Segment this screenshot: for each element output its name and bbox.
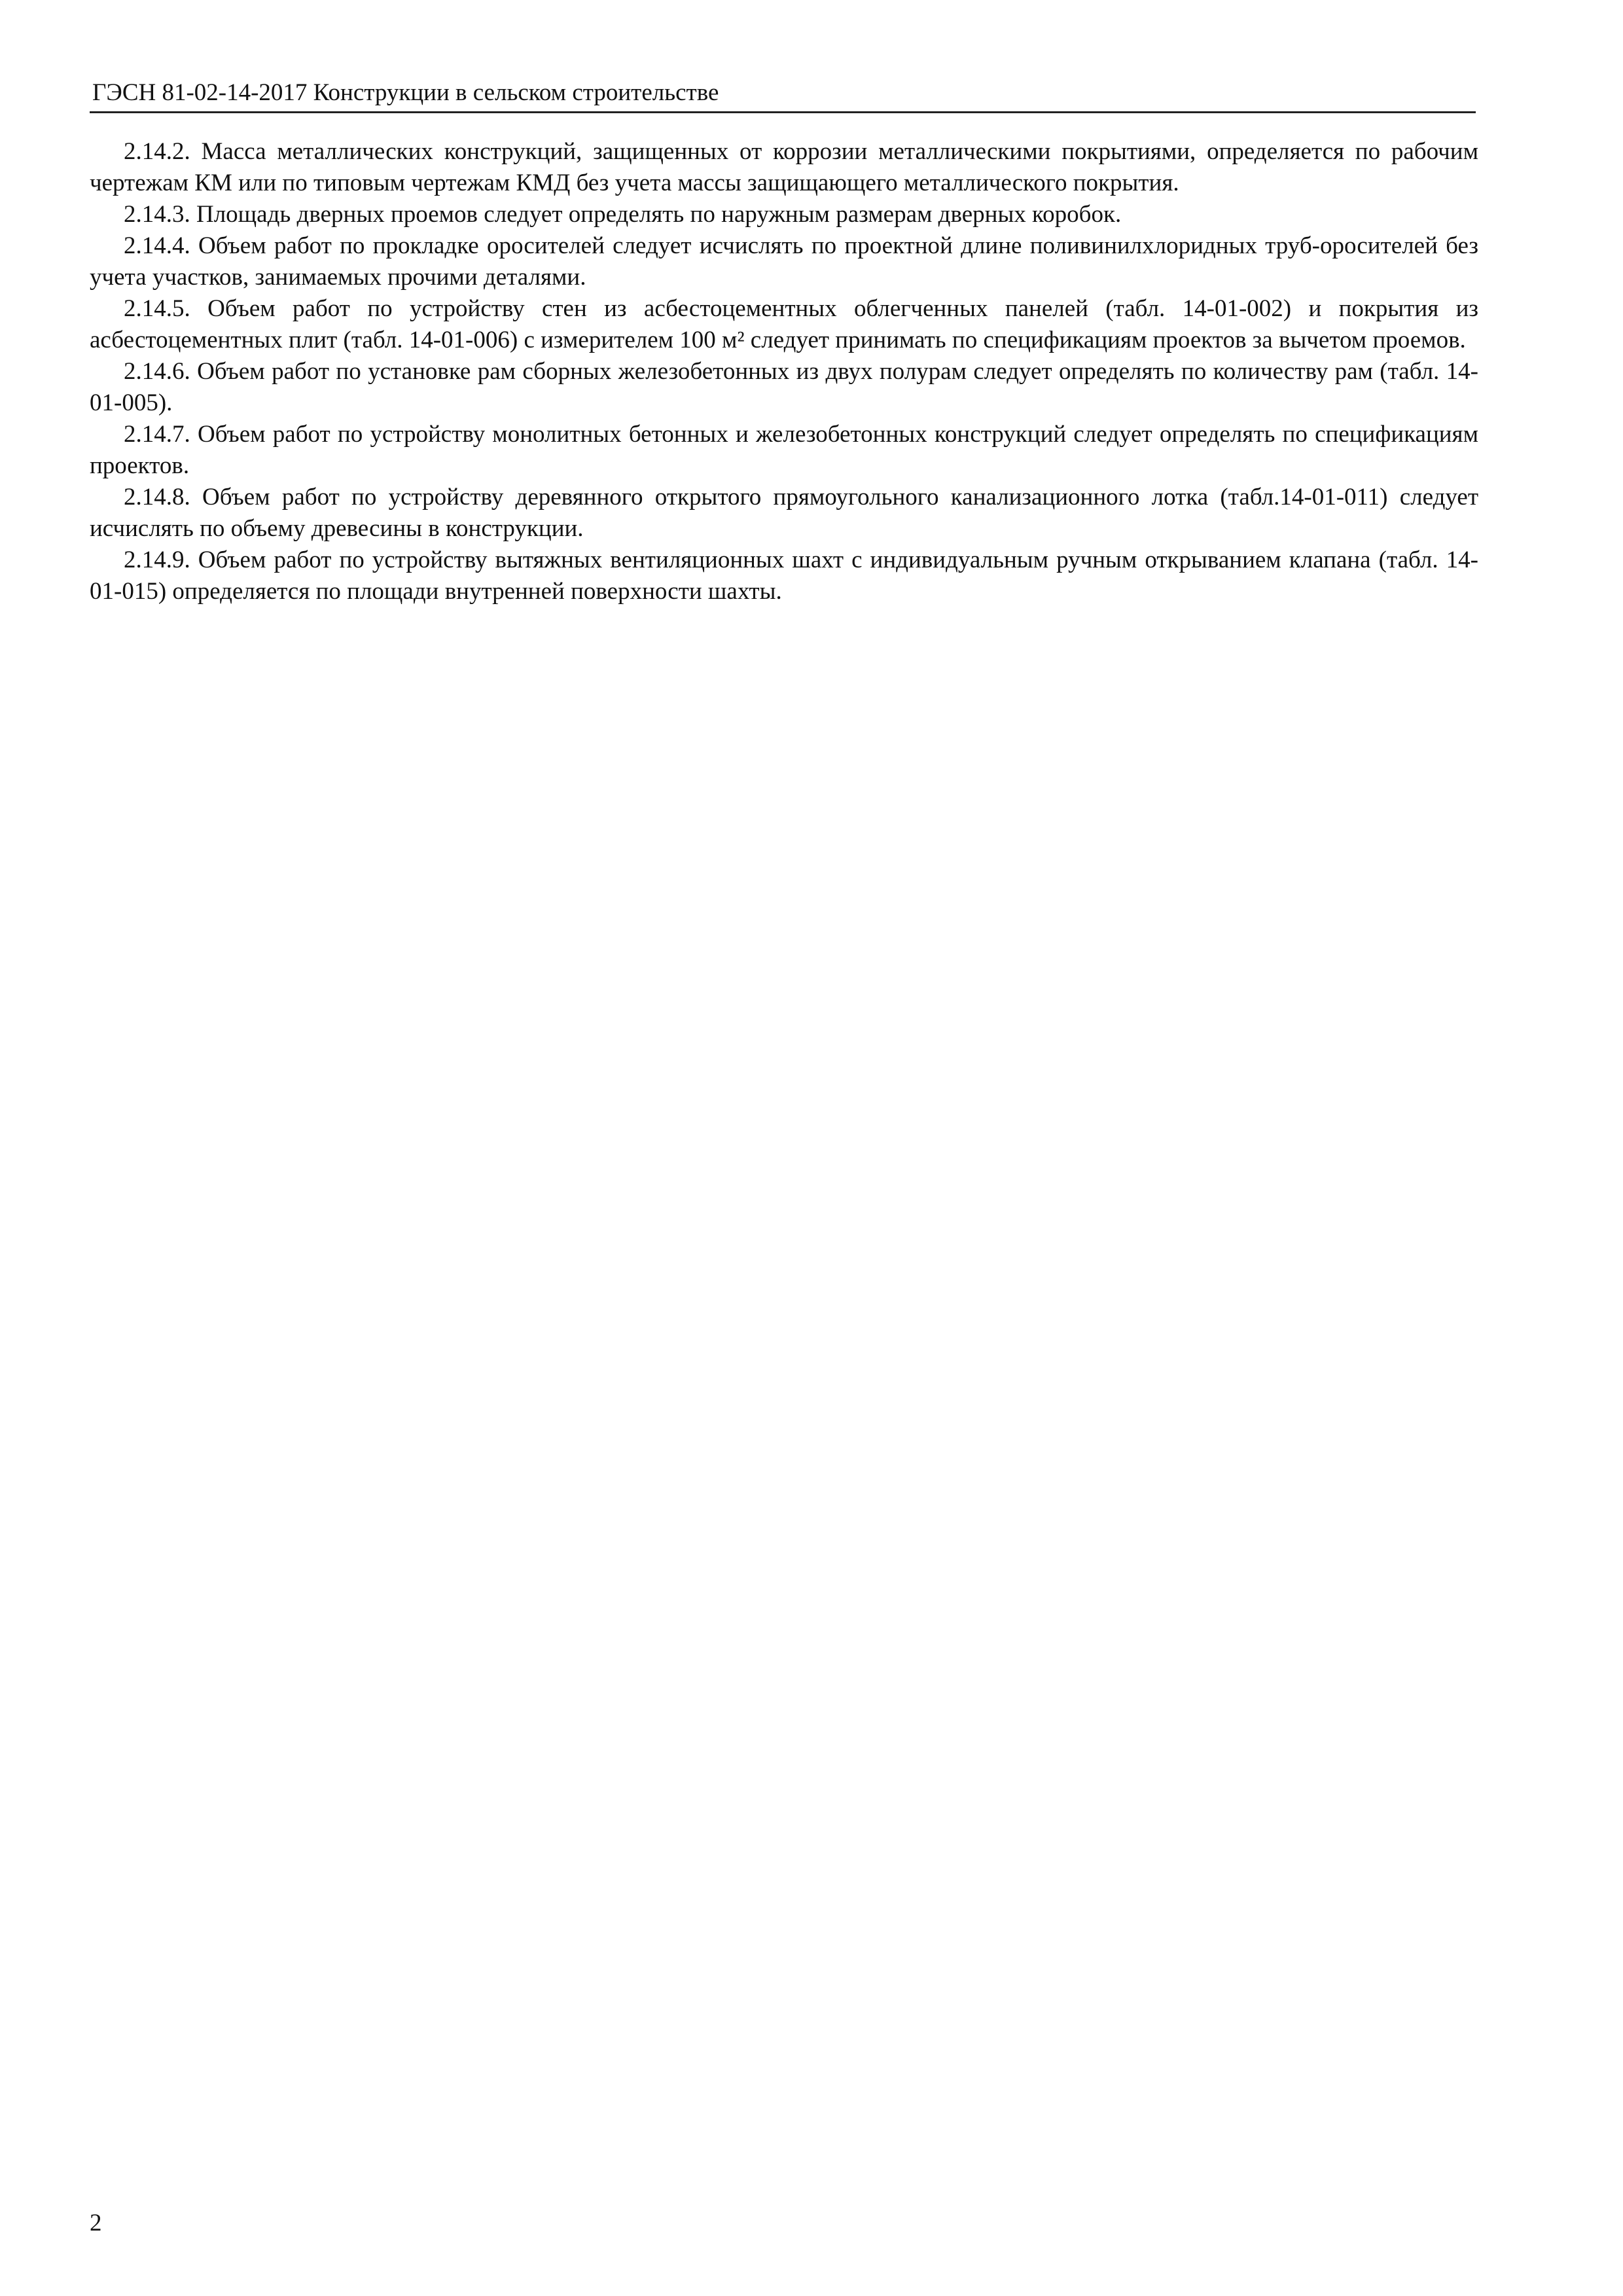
paragraph-2-14-4: 2.14.4. Объем работ по прокладке оросителей следует исчислять по проектной длине поливинилхлоридных труб-оросителей без учета участков, занимаемых прочими деталями.	[90, 232, 1478, 291]
paragraph-2-14-9: 2.14.9. Объем работ по устройству вытяжных вентиляционных шахт с индивидуальным ручным открыванием клапана (табл. 14-01-015) определяется по площади внутренней поверхности шахты.	[90, 547, 1478, 605]
paragraph-2-14-3: 2.14.3. Площадь дверных проемов следует определять по наружным размерам дверных коробок.	[124, 201, 1122, 228]
page-header	[90, 77, 1476, 113]
page-number: 2	[90, 2210, 102, 2236]
paragraph-2-14-7: 2.14.7. Объем работ по устройству монолитных бетонных и железобетонных конструкций следует определять по спецификациям проектов.	[90, 421, 1478, 479]
document-title: ГЭСН 81-02-14-2017 Конструкции в сельском строительстве	[92, 79, 719, 106]
paragraph-2-14-8: 2.14.8. Объем работ по устройству деревянного открытого прямоугольного канализационного лотка (табл.14-01-011) следует исчислять по объему древесины в конструкции.	[90, 484, 1478, 542]
paragraph-2-14-6: 2.14.6. Объем работ по установке рам сборных железобетонных из двух полурам следует определять по количеству рам (табл. 14-01-005).	[90, 358, 1478, 416]
document-body	[90, 136, 1478, 607]
paragraph-2-14-2: 2.14.2. Масса металлических конструкций, защищенных от коррозии металлическими покрытиями, определяется по рабочим чертежам КМ или по типовым чертежам КМД без учета массы защищающего металлического покрытия.	[90, 138, 1478, 196]
paragraph-2-14-5: 2.14.5. Объем работ по устройству стен из асбестоцементных облегченных панелей (табл. 14-01-002) и покрытия из асбестоцементных плит (табл. 14-01-006) с измерителем 100 м² следует принимать по спецификациям проектов за вычетом проемов.	[90, 295, 1478, 353]
